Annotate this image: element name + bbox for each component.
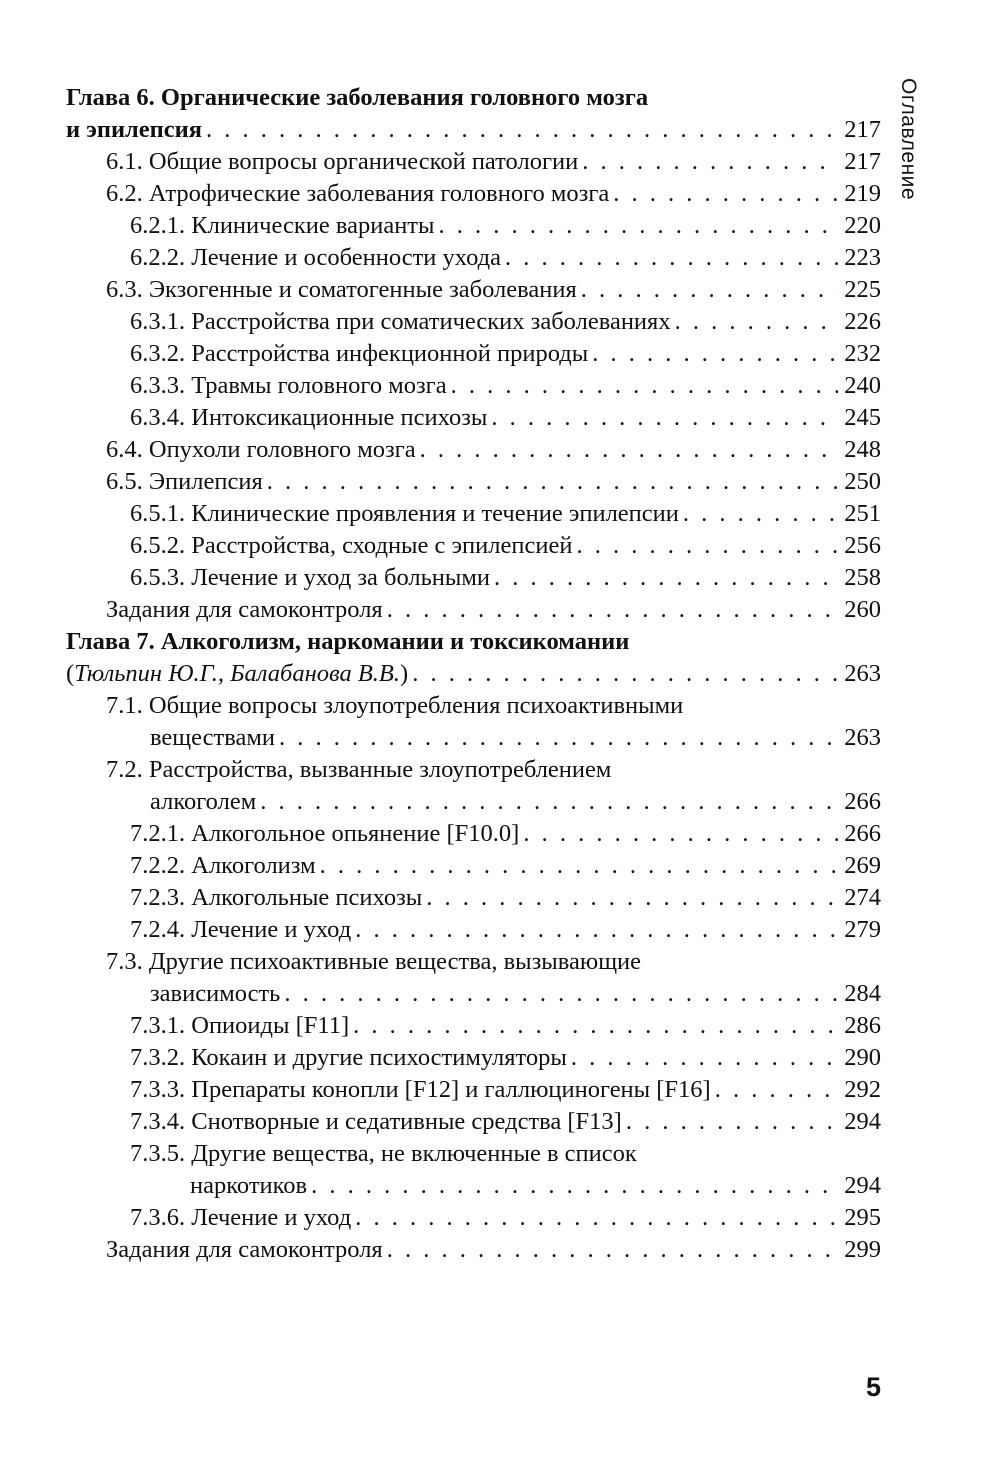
dot-leader [675, 306, 839, 338]
toc-entry-7-3[interactable] [66, 946, 881, 978]
toc-entry-7-self-check[interactable] [66, 1234, 881, 1266]
entry-title: 6.2.1. Клинические варианты [130, 212, 435, 239]
chapter-7-title: Глава 7. Алкоголизм, наркомании и токсикомании [66, 628, 630, 655]
toc-entry-6-5-1[interactable] [66, 498, 881, 530]
dot-leader [626, 1106, 838, 1138]
toc-entry-7-3-6[interactable] [66, 1202, 881, 1234]
entry-page: 263 [844, 724, 881, 751]
dot-leader [279, 722, 838, 754]
entry-title: 6.5.1. Клинические проявления и течение эпилепсии [130, 500, 679, 527]
entry-page: 226 [844, 308, 881, 335]
toc-entry-6-3-2[interactable] [66, 338, 881, 370]
entry-page: 294 [844, 1172, 881, 1199]
entry-page: 286 [844, 1012, 881, 1039]
chapter-7-heading[interactable] [66, 626, 881, 658]
entry-title: 7.3.6. Лечение и уход [130, 1204, 352, 1231]
toc-entry-6-5[interactable] [66, 466, 881, 498]
chapter-6-heading[interactable] [66, 82, 881, 114]
dot-leader [260, 786, 838, 818]
entry-page: 299 [844, 1236, 881, 1263]
entry-title-cont: алкоголем [150, 788, 257, 815]
entry-title: 6.3.2. Расстройства инфекционной природы [130, 340, 589, 367]
entry-page: 292 [844, 1076, 881, 1103]
dot-leader [320, 850, 839, 882]
dot-leader [420, 434, 839, 466]
toc-entry-7-1[interactable] [66, 690, 881, 722]
toc-entry-6-self-check[interactable] [66, 594, 881, 626]
entry-page: 284 [844, 980, 881, 1007]
entry-page: 279 [844, 916, 881, 943]
toc-entry-7-3-2[interactable] [66, 1042, 881, 1074]
entry-title: 6.3.3. Травмы головного мозга [130, 372, 447, 399]
entry-title: 7.3.1. Опиоиды [F11] [130, 1012, 350, 1039]
entry-title: 7.2. Расстройства, вызванные злоупотреблением [106, 756, 612, 783]
entry-page: 240 [844, 372, 881, 399]
toc-entry-7-3-1[interactable] [66, 1010, 881, 1042]
toc-entry-6-3-4[interactable] [66, 402, 881, 434]
toc-entry-6-2-2[interactable] [66, 242, 881, 274]
chapter-6-title: Глава 6. Органические заболевания головного мозга [66, 84, 649, 111]
dot-leader [613, 178, 838, 210]
dot-leader [451, 370, 839, 402]
entry-title: 6.2. Атрофические заболевания головного мозга [106, 180, 610, 207]
entry-title-cont: наркотиков [190, 1172, 308, 1199]
dot-leader [412, 658, 838, 690]
entry-title: 6.5. Эпилепсия [106, 468, 263, 495]
dot-leader [592, 338, 838, 370]
entry-page: 294 [844, 1108, 881, 1135]
entry-title: 7.3.4. Снотворные и седативные средства [F13] [130, 1108, 622, 1135]
dot-leader [311, 1170, 838, 1202]
entry-title-cont: зависимость [150, 980, 281, 1007]
dot-leader [715, 1074, 839, 1106]
entry-page: 266 [844, 788, 881, 815]
toc-entry-7-3-4[interactable] [66, 1106, 881, 1138]
chapter-6-heading-cont[interactable] [66, 114, 881, 146]
entry-title: 6.5.3. Лечение и уход за больными [130, 564, 490, 591]
chapter-7-page: 263 [844, 660, 881, 687]
toc-entry-7-3-cont[interactable] [66, 978, 881, 1010]
entry-page: 245 [844, 404, 881, 431]
toc-entry-7-3-5-cont[interactable] [66, 1170, 881, 1202]
entry-title: 6.2.2. Лечение и особенности ухода [130, 244, 501, 271]
entry-title: 6.3.4. Интоксикационные психозы [130, 404, 488, 431]
toc-entry-7-3-3[interactable] [66, 1074, 881, 1106]
entry-title: Задания для самоконтроля [106, 1236, 383, 1263]
entry-title: 7.3.5. Другие вещества, не включенные в список [130, 1140, 637, 1167]
entry-page: 248 [844, 436, 881, 463]
entry-title: 6.5.2. Расстройства, сходные с эпилепсией [130, 532, 573, 559]
chapter-6-title-cont: и эпилепсия [66, 116, 203, 143]
entry-page: 295 [844, 1204, 881, 1231]
dot-leader [523, 818, 838, 850]
entry-title: 7.2.2. Алкоголизм [130, 852, 316, 879]
dot-leader [284, 978, 838, 1010]
dot-leader [206, 114, 838, 146]
entry-title: 6.4. Опухоли головного мозга [106, 436, 416, 463]
toc-entry-6-2-1[interactable] [66, 210, 881, 242]
toc-entry-6-3-1[interactable] [66, 306, 881, 338]
entry-page: 290 [844, 1044, 881, 1071]
dot-leader [267, 466, 839, 498]
dot-leader [494, 562, 838, 594]
dot-leader [387, 594, 839, 626]
entry-page: 220 [844, 212, 881, 239]
page-number: 5 [866, 1372, 882, 1402]
chapter-7-authors-wrap: (Тюльпин Ю.Г., Балабанова В.В.) [66, 660, 409, 687]
toc-entry-6-5-3[interactable] [66, 562, 881, 594]
entry-page: 219 [844, 180, 881, 207]
entry-title: 7.2.3. Алкогольные психозы [130, 884, 423, 911]
chapter-7-authors-row[interactable] [66, 658, 881, 690]
entry-title: 7.3.2. Кокаин и другие психостимуляторы [130, 1044, 567, 1071]
dot-leader [387, 1234, 839, 1266]
toc-entry-6-3[interactable] [66, 274, 881, 306]
entry-title: 7.3. Другие психоактивные вещества, вызывающие [106, 948, 642, 975]
toc-entry-6-2[interactable] [66, 178, 881, 210]
toc-entry-7-1-cont[interactable] [66, 722, 881, 754]
entry-title: 6.3. Экзогенные и соматогенные заболевания [106, 276, 577, 303]
chapter-7-authors: Тюльпин Ю.Г., Балабанова В.В. [74, 660, 401, 687]
dot-leader [683, 498, 838, 530]
toc-entry-7-2-1[interactable] [66, 818, 881, 850]
table-of-contents [66, 82, 881, 1266]
entry-page: 274 [844, 884, 881, 911]
entry-page: 223 [844, 244, 881, 271]
dot-leader [505, 242, 838, 274]
toc-entry-6-4[interactable] [66, 434, 881, 466]
entry-page: 250 [844, 468, 881, 495]
dot-leader [571, 1042, 838, 1074]
toc-entry-7-2-cont[interactable] [66, 786, 881, 818]
toc-entry-6-1[interactable] [66, 146, 881, 178]
toc-entry-7-2[interactable] [66, 754, 881, 786]
toc-entry-7-2-4[interactable] [66, 914, 881, 946]
entry-page: 258 [844, 564, 881, 591]
dot-leader [353, 1010, 838, 1042]
dot-leader [581, 274, 839, 306]
entry-title-cont: веществами [150, 724, 275, 751]
toc-entry-7-2-3[interactable] [66, 882, 881, 914]
entry-page: 260 [844, 596, 881, 623]
entry-title: 7.1. Общие вопросы злоупотребления психоактивными [106, 692, 684, 719]
toc-entry-6-5-2[interactable] [66, 530, 881, 562]
entry-page: 256 [844, 532, 881, 559]
entry-page: 269 [844, 852, 881, 879]
entry-title: 7.3.3. Препараты конопли [F12] и галлюциногены [F16] [130, 1076, 711, 1103]
entry-title: 6.1. Общие вопросы органической патологии [106, 148, 579, 175]
entry-page: 251 [844, 500, 881, 527]
dot-leader [355, 914, 838, 946]
entry-title: 7.2.4. Лечение и уход [130, 916, 352, 943]
entry-page: 225 [844, 276, 881, 303]
dot-leader [576, 530, 838, 562]
entry-title: Задания для самоконтроля [106, 596, 383, 623]
entry-page: 266 [844, 820, 881, 847]
running-header-label: Оглавление [897, 78, 920, 201]
chapter-6-page: 217 [844, 116, 881, 143]
entry-page: 217 [844, 148, 881, 175]
entry-page: 232 [844, 340, 881, 367]
entry-title: 6.3.1. Расстройства при соматических заболеваниях [130, 308, 671, 335]
dot-leader [582, 146, 838, 178]
dot-leader [355, 1202, 838, 1234]
entry-title: 7.2.1. Алкогольное опьянение [F10.0] [130, 820, 520, 847]
toc-entry-7-3-5[interactable] [66, 1138, 881, 1170]
toc-entry-6-3-3[interactable] [66, 370, 881, 402]
dot-leader [438, 210, 838, 242]
dot-leader [491, 402, 838, 434]
dot-leader [426, 882, 838, 914]
toc-entry-7-2-2[interactable] [66, 850, 881, 882]
